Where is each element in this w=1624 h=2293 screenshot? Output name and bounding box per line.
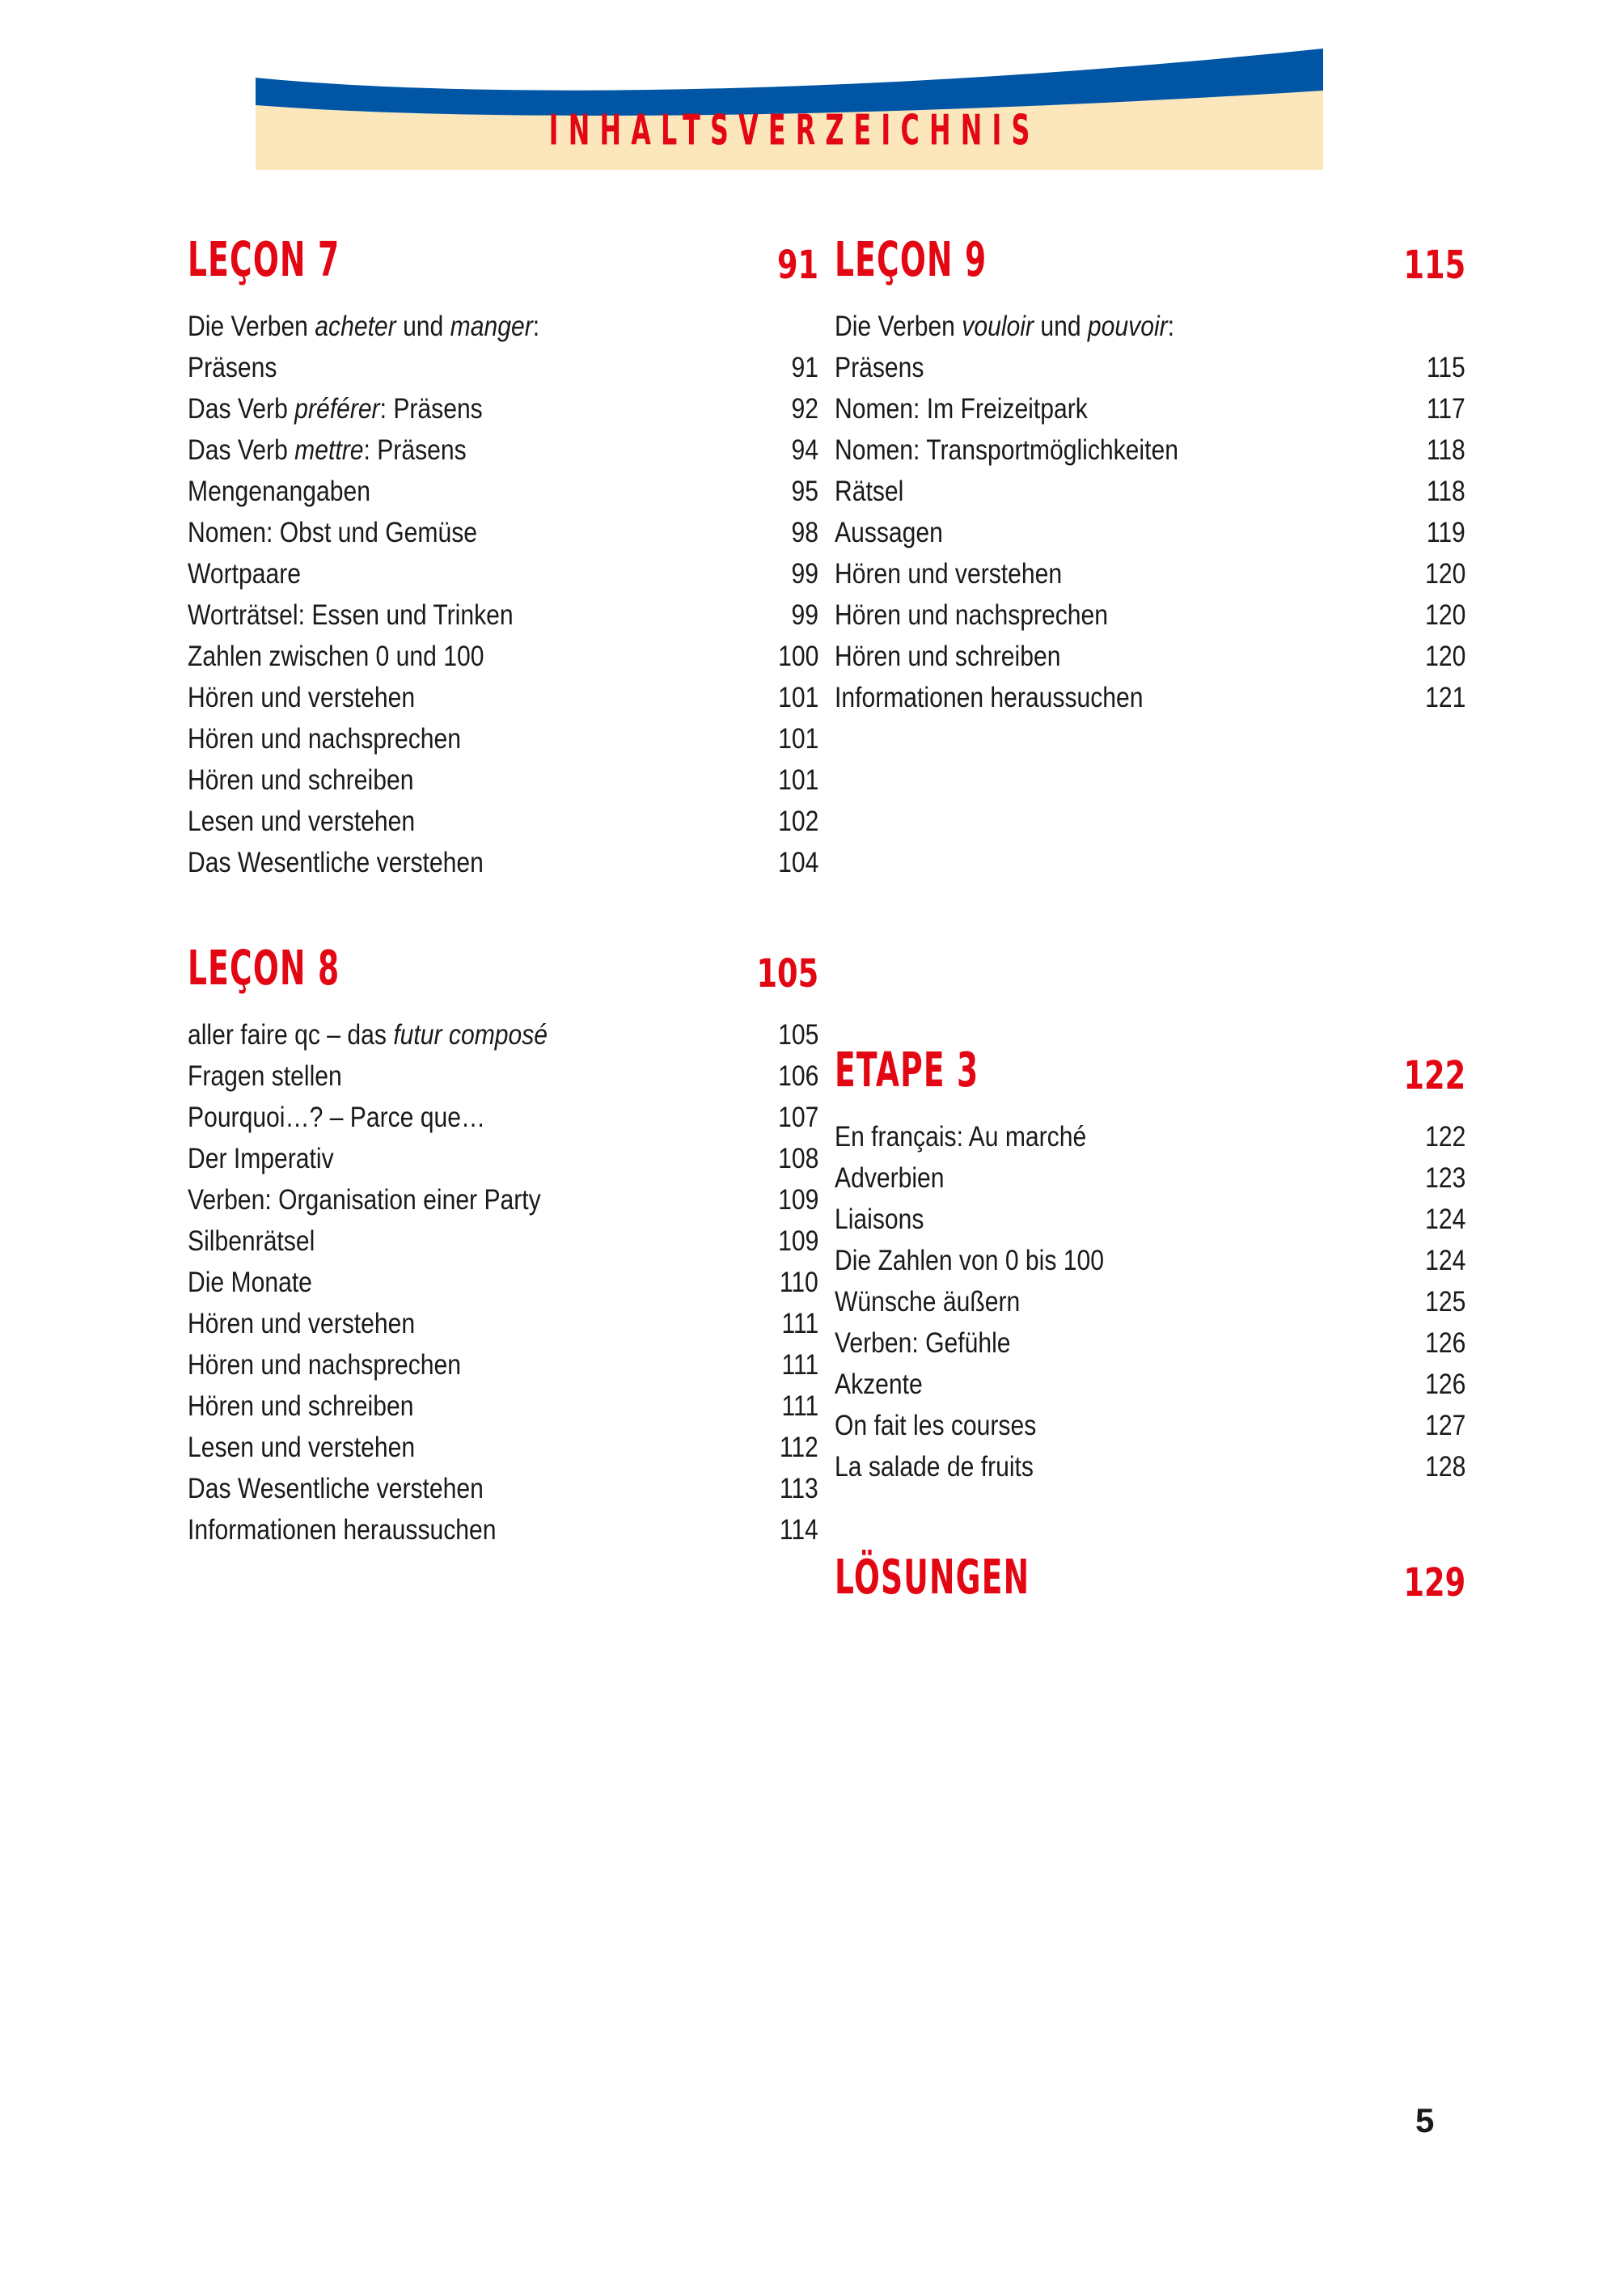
toc-section [835, 1550, 1465, 1610]
toc-entry-page-number: 118 [1427, 476, 1465, 507]
toc-entry-label: Hören und verstehen [835, 558, 1063, 590]
toc-entry-page-number: 126 [1424, 1369, 1465, 1400]
toc-section [835, 232, 1465, 718]
toc-entry-label: Liaisons [835, 1204, 924, 1235]
toc-entry[interactable] [835, 429, 1465, 471]
toc-entry-page-number: 98 [791, 517, 818, 548]
banner-graphic [0, 0, 1624, 202]
toc-section [188, 941, 818, 1551]
toc-section [835, 1043, 1465, 1487]
toc-entry-label: Aussagen [835, 517, 943, 548]
toc-entry[interactable] [835, 512, 1465, 553]
toc-entry[interactable] [188, 553, 818, 594]
toc-entry-label: aller faire qc – das futur composé [188, 1019, 548, 1051]
toc-entry[interactable] [188, 1014, 818, 1056]
toc-entry-page-number: 105 [777, 1019, 818, 1051]
toc-section-heading[interactable] [188, 941, 818, 1001]
toc-entry[interactable] [188, 1386, 818, 1427]
toc-section-heading[interactable] [188, 232, 818, 293]
toc-entry-page-number: 91 [791, 352, 818, 383]
toc-entry-page-number: 100 [777, 641, 818, 672]
toc-entry-label: Verben: Organisation einer Party [188, 1184, 541, 1216]
toc-entry-page-number: 123 [1424, 1162, 1465, 1194]
toc-entry[interactable] [835, 388, 1465, 429]
toc-entry[interactable] [188, 594, 818, 636]
toc-entry[interactable] [188, 1179, 818, 1221]
toc-entry[interactable] [188, 1344, 818, 1386]
toc-entry[interactable] [188, 471, 818, 512]
toc-entry-page-number: 99 [791, 558, 818, 590]
toc-entry-label: Rätsel [835, 476, 904, 507]
toc-entry-label: Das Verb préférer: Präsens [188, 393, 483, 425]
toc-section-title: LÖSUNGEN [835, 1550, 1030, 1606]
toc-entry[interactable] [188, 1509, 818, 1551]
toc-entry-label: Adverbien [835, 1162, 945, 1194]
toc-entry-page-number: 120 [1424, 558, 1465, 590]
toc-entry-page-number: 117 [1427, 393, 1465, 425]
toc-entry-label: Nomen: Im Freizeitpark [835, 393, 1088, 425]
toc-entry-page-number: 99 [791, 599, 818, 631]
toc-entry-list [188, 306, 818, 883]
toc-entry-label: Worträtsel: Essen und Trinken [188, 599, 514, 631]
toc-entry-page-number: 119 [1427, 517, 1465, 548]
toc-section-heading[interactable] [835, 1043, 1465, 1103]
toc-entry-label: Fragen stellen [188, 1060, 342, 1092]
toc-entry-page-number: 128 [1424, 1451, 1465, 1483]
toc-entry-list [188, 1014, 818, 1551]
toc-entry[interactable] [835, 1281, 1465, 1322]
toc-entry[interactable] [835, 347, 1465, 388]
toc-entry[interactable] [188, 1221, 818, 1262]
toc-column-right [835, 232, 1465, 1623]
toc-section-title: LEÇON 7 [188, 232, 340, 288]
toc-entry-label: La salade de fruits [835, 1451, 1034, 1483]
toc-entry[interactable] [835, 1116, 1465, 1157]
toc-entry-page-number: 94 [791, 434, 818, 466]
toc-entry-label: Pourquoi…? – Parce que… [188, 1102, 486, 1133]
toc-entry-page-number: 111 [781, 1390, 818, 1422]
toc-entry-page-number: 115 [1427, 352, 1465, 383]
toc-entry-page-number: 95 [791, 476, 818, 507]
toc-entry-page-number: 113 [780, 1473, 818, 1504]
toc-entry-page-number: 101 [777, 723, 818, 755]
toc-entry-page-number: 106 [777, 1060, 818, 1092]
toc-entry-label: Silbenrätsel [188, 1225, 315, 1257]
toc-entry[interactable] [188, 347, 818, 388]
toc-entry-page-number: 101 [777, 682, 818, 713]
toc-entry-label: Die Zahlen von 0 bis 100 [835, 1245, 1104, 1276]
toc-entry-label: Informationen heraussuchen [835, 682, 1144, 713]
toc-entry-lead-in [188, 306, 818, 347]
toc-entry-list [835, 1116, 1465, 1487]
toc-entry-label: Hören und nachsprechen [188, 1349, 462, 1381]
toc-section [188, 232, 818, 883]
toc-section-page-number: 105 [756, 951, 818, 996]
toc-entry-page-number: 120 [1424, 641, 1465, 672]
toc-entry-lead-in [835, 306, 1465, 347]
toc-entry-label: On fait les courses [835, 1410, 1037, 1441]
toc-entry[interactable] [188, 636, 818, 677]
toc-entry[interactable] [188, 1427, 818, 1468]
toc-entry-label: Hören und verstehen [188, 1308, 416, 1339]
toc-entry[interactable] [188, 759, 818, 801]
toc-entry-page-number: 122 [1424, 1121, 1465, 1153]
toc-entry-label: Wortpaare [188, 558, 301, 590]
toc-entry-label: Hören und schreiben [835, 641, 1061, 672]
toc-entry[interactable] [835, 677, 1465, 718]
toc-entry[interactable] [188, 388, 818, 429]
toc-section-title: LEÇON 9 [835, 232, 988, 288]
toc-entry[interactable] [188, 1097, 818, 1138]
toc-entry-label: Nomen: Transportmöglichkeiten [835, 434, 1178, 466]
toc-entry-label: Die Verben vouloir und pouvoir: [835, 311, 1175, 342]
toc-entry-page-number: 102 [777, 806, 818, 837]
toc-entry-page-number: 125 [1424, 1286, 1465, 1318]
page-title: INHALTSVERZEICHNIS [548, 106, 1040, 155]
toc-section-heading[interactable] [835, 1550, 1465, 1610]
toc-entry[interactable] [188, 842, 818, 883]
toc-entry[interactable] [835, 1240, 1465, 1281]
toc-entry-label: Lesen und verstehen [188, 806, 416, 837]
toc-entry-page-number: 118 [1427, 434, 1465, 466]
page-folio: 5 [1415, 2101, 1435, 2139]
toc-section-title: ETAPE 3 [835, 1043, 979, 1098]
toc-entry[interactable] [188, 512, 818, 553]
toc-entry-label: Das Verb mettre: Präsens [188, 434, 467, 466]
toc-entry-page-number: 109 [777, 1184, 818, 1216]
toc-entry-label: Mengenangaben [188, 476, 370, 507]
toc-entry-label: Präsens [188, 352, 277, 383]
toc-entry-label: Das Wesentliche verstehen [188, 847, 484, 878]
toc-entry[interactable] [835, 1157, 1465, 1199]
toc-entry-page-number: 104 [777, 847, 818, 878]
toc-entry-label: Hören und verstehen [188, 682, 416, 713]
toc-entry-page-number: 109 [777, 1225, 818, 1257]
toc-entry-page-number: 111 [781, 1349, 818, 1381]
toc-entry[interactable] [835, 1199, 1465, 1240]
toc-entry[interactable] [188, 801, 818, 842]
toc-entry[interactable] [835, 553, 1465, 594]
toc-section-heading[interactable] [835, 232, 1465, 293]
toc-entry-page-number: 124 [1424, 1204, 1465, 1235]
toc-entry-label: Die Monate [188, 1267, 312, 1298]
toc-entry[interactable] [188, 677, 818, 718]
toc-entry[interactable] [188, 1303, 818, 1344]
toc-entry[interactable] [835, 471, 1465, 512]
toc-entry[interactable] [835, 1405, 1465, 1446]
toc-entry-page-number: 111 [781, 1308, 818, 1339]
toc-entry-label: Wünsche äußern [835, 1286, 1021, 1318]
toc-entry[interactable] [835, 636, 1465, 677]
toc-entry-label: Informationen heraussuchen [188, 1514, 497, 1546]
header-banner [0, 0, 1624, 202]
toc-entry[interactable] [188, 1262, 818, 1303]
toc-entry-page-number: 120 [1424, 599, 1465, 631]
toc-entry-label: Lesen und verstehen [188, 1432, 416, 1463]
toc-entry-label: Zahlen zwischen 0 und 100 [188, 641, 484, 672]
toc-section-page-number: 129 [1403, 1560, 1465, 1606]
toc-entry[interactable] [188, 1138, 818, 1179]
toc-entry-label: Nomen: Obst und Gemüse [188, 517, 478, 548]
toc-entry[interactable] [188, 718, 818, 759]
toc-entry[interactable] [835, 1364, 1465, 1405]
toc-entry-label: Der Imperativ [188, 1143, 334, 1174]
toc-section-page-number: 91 [776, 243, 818, 288]
toc-entry-page-number: 92 [791, 393, 818, 425]
toc-column-left [188, 232, 818, 1551]
toc-entry-label: Akzente [835, 1369, 923, 1400]
toc-entry[interactable] [188, 429, 818, 471]
toc-entry-label: Hören und nachsprechen [188, 723, 462, 755]
toc-entry-page-number: 108 [777, 1143, 818, 1174]
toc-entry-page-number: 114 [780, 1514, 818, 1546]
toc-entry-list [835, 306, 1465, 718]
toc-section-page-number: 115 [1403, 243, 1465, 288]
toc-entry-page-number: 112 [780, 1432, 818, 1463]
toc-entry[interactable] [835, 594, 1465, 636]
toc-section-title: LEÇON 8 [188, 941, 340, 996]
toc-section-page-number: 122 [1403, 1053, 1465, 1098]
toc-entry[interactable] [835, 1446, 1465, 1487]
toc-entry-label: Hören und nachsprechen [835, 599, 1109, 631]
toc-entry-label: Präsens [835, 352, 924, 383]
toc-entry[interactable] [188, 1468, 818, 1509]
toc-entry-page-number: 110 [780, 1267, 818, 1298]
toc-entry-label: Hören und schreiben [188, 1390, 414, 1422]
toc-entry-label: Die Verben acheter und manger: [188, 311, 540, 342]
toc-entry-page-number: 124 [1424, 1245, 1465, 1276]
toc-entry-page-number: 121 [1424, 682, 1465, 713]
toc-entry-label: Hören und schreiben [188, 764, 414, 796]
toc-entry-page-number: 127 [1424, 1410, 1465, 1441]
toc-entry[interactable] [835, 1322, 1465, 1364]
toc-entry-page-number: 101 [777, 764, 818, 796]
toc-entry[interactable] [188, 1056, 818, 1097]
toc-entry-label: Verben: Gefühle [835, 1327, 1011, 1359]
toc-entry-label: Das Wesentliche verstehen [188, 1473, 484, 1504]
toc-entry-page-number: 126 [1424, 1327, 1465, 1359]
toc-entry-page-number: 107 [777, 1102, 818, 1133]
toc-entry-label: En français: Au marché [835, 1121, 1087, 1153]
